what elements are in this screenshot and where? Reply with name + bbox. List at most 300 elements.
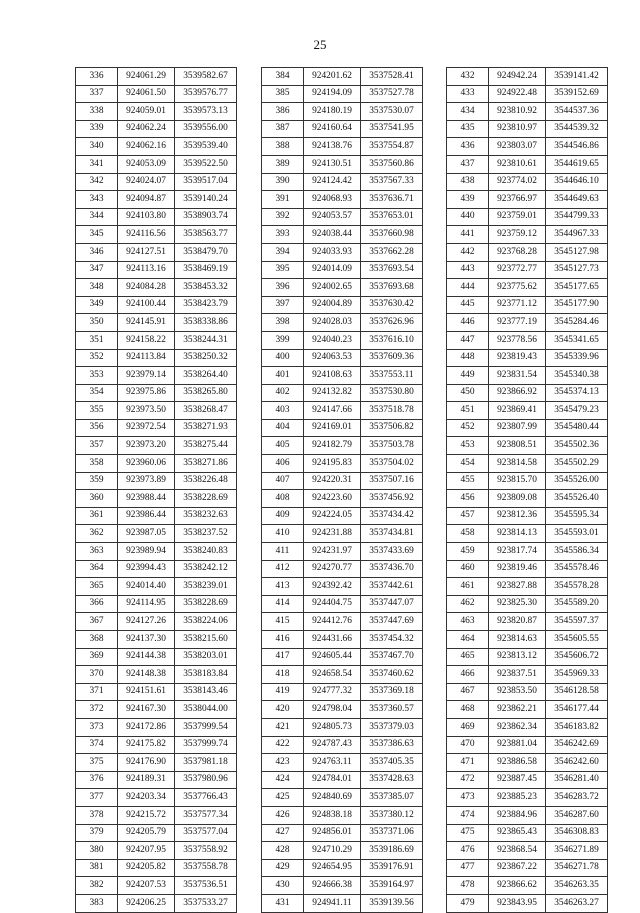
x-coordinate-cell: 924158.22 [118,331,175,349]
point-number-cell: 448 [447,349,489,367]
x-coordinate-cell: 924068.93 [304,191,361,209]
x-coordinate-cell: 923865.43 [489,824,546,842]
point-number-cell: 464 [447,631,489,649]
x-coordinate-cell: 923820.87 [489,613,546,631]
table-row [447,578,608,596]
x-coordinate-cell: 924127.26 [118,613,175,631]
x-coordinate-cell: 923812.36 [489,507,546,525]
x-coordinate-cell: 923887.45 [489,771,546,789]
x-coordinate-cell: 924215.72 [118,806,175,824]
table-row [262,842,423,860]
y-coordinate-cell: 3546308.83 [546,824,608,842]
table-row [447,859,608,877]
y-coordinate-cell: 3537369.18 [361,683,423,701]
point-number-cell: 428 [262,842,304,860]
table-row [76,85,237,103]
x-coordinate-cell: 923987.05 [118,525,175,543]
point-number-cell: 374 [76,736,118,754]
y-coordinate-cell: 3538271.93 [175,419,237,437]
point-number-cell: 414 [262,595,304,613]
point-number-cell: 348 [76,279,118,297]
point-number-cell: 366 [76,595,118,613]
point-number-cell: 426 [262,806,304,824]
y-coordinate-cell: 3538264.40 [175,367,237,385]
x-coordinate-cell: 924856.01 [304,824,361,842]
x-coordinate-cell: 924392.42 [304,578,361,596]
table-row [76,472,237,490]
point-number-cell: 438 [447,173,489,191]
point-number-cell: 402 [262,384,304,402]
table-row [262,367,423,385]
y-coordinate-cell: 3546183.82 [546,718,608,736]
table-row [76,349,237,367]
y-coordinate-cell: 3537385.07 [361,789,423,807]
table-row [447,138,608,156]
x-coordinate-cell: 923778.56 [489,331,546,349]
point-number-cell: 404 [262,419,304,437]
point-number-cell: 475 [447,824,489,842]
x-coordinate-cell: 924062.24 [118,120,175,138]
y-coordinate-cell: 3537662.28 [361,243,423,261]
x-coordinate-cell: 924053.57 [304,208,361,226]
table-row [76,331,237,349]
x-coordinate-cell: 924654.95 [304,859,361,877]
point-number-cell: 442 [447,243,489,261]
table-row [447,789,608,807]
point-number-cell: 367 [76,613,118,631]
point-number-cell: 378 [76,806,118,824]
point-number-cell: 421 [262,718,304,736]
y-coordinate-cell: 3538338.86 [175,314,237,332]
point-number-cell: 416 [262,631,304,649]
y-coordinate-cell: 3538265.80 [175,384,237,402]
y-coordinate-cell: 3544537.36 [546,103,608,121]
x-coordinate-cell: 924840.69 [304,789,361,807]
point-number-cell: 433 [447,85,489,103]
table-row [447,894,608,912]
x-coordinate-cell: 923881.04 [489,736,546,754]
point-number-cell: 357 [76,437,118,455]
x-coordinate-cell: 924195.83 [304,455,361,473]
x-coordinate-cell: 924130.51 [304,155,361,173]
table-row [447,666,608,684]
x-coordinate-cell: 923831.54 [489,367,546,385]
table-row [447,226,608,244]
point-number-cell: 392 [262,208,304,226]
x-coordinate-cell: 923853.50 [489,683,546,701]
point-number-cell: 358 [76,455,118,473]
table-row [447,85,608,103]
x-coordinate-cell: 923862.21 [489,701,546,719]
y-coordinate-cell: 3537626.96 [361,314,423,332]
y-coordinate-cell: 3537527.78 [361,85,423,103]
x-coordinate-cell: 924167.30 [118,701,175,719]
table-row [262,226,423,244]
point-number-cell: 437 [447,155,489,173]
y-coordinate-cell: 3537636.71 [361,191,423,209]
table-row [447,384,608,402]
point-number-cell: 384 [262,68,304,86]
point-number-cell: 394 [262,243,304,261]
table-row [76,859,237,877]
point-number-cell: 350 [76,314,118,332]
table-row [262,824,423,842]
x-coordinate-cell: 923819.43 [489,349,546,367]
table-row [262,138,423,156]
table-row [76,595,237,613]
y-coordinate-cell: 3537999.74 [175,736,237,754]
y-coordinate-cell: 3538453.32 [175,279,237,297]
point-number-cell: 383 [76,894,118,912]
x-coordinate-cell: 923817.74 [489,543,546,561]
y-coordinate-cell: 3538232.63 [175,507,237,525]
x-coordinate-cell: 923774.02 [489,173,546,191]
y-coordinate-cell: 3545578.46 [546,560,608,578]
point-number-cell: 441 [447,226,489,244]
table-row [76,736,237,754]
table-row [76,402,237,420]
table-row [76,314,237,332]
y-coordinate-cell: 3537653.01 [361,208,423,226]
y-coordinate-cell: 3544967.33 [546,226,608,244]
y-coordinate-cell: 3538237.52 [175,525,237,543]
x-coordinate-cell: 923809.08 [489,490,546,508]
y-coordinate-cell: 3537447.69 [361,613,423,631]
point-number-cell: 340 [76,138,118,156]
point-number-cell: 356 [76,419,118,437]
y-coordinate-cell: 3537554.87 [361,138,423,156]
x-coordinate-cell: 923814.58 [489,455,546,473]
point-number-cell: 465 [447,648,489,666]
table-row [76,419,237,437]
point-number-cell: 389 [262,155,304,173]
point-number-cell: 447 [447,331,489,349]
y-coordinate-cell: 3546177.44 [546,701,608,719]
y-coordinate-cell: 3545340.38 [546,367,608,385]
point-number-cell: 451 [447,402,489,420]
table-row [262,103,423,121]
page-number: 25 [313,37,327,52]
y-coordinate-cell: 3539582.67 [175,68,237,86]
point-number-cell: 471 [447,754,489,772]
y-coordinate-cell: 3539176.91 [361,859,423,877]
table-row [447,191,608,209]
table-row [76,138,237,156]
y-coordinate-cell: 3537630.42 [361,296,423,314]
table-row [447,472,608,490]
table-row [76,296,237,314]
y-coordinate-cell: 3545177.90 [546,296,608,314]
point-number-cell: 380 [76,842,118,860]
y-coordinate-cell: 3546281.40 [546,771,608,789]
y-coordinate-cell: 3538224.06 [175,613,237,631]
y-coordinate-cell: 3537577.04 [175,824,237,842]
y-coordinate-cell: 3544539.32 [546,120,608,138]
x-coordinate-cell: 923810.92 [489,103,546,121]
point-number-cell: 456 [447,490,489,508]
x-coordinate-cell: 923972.54 [118,419,175,437]
point-number-cell: 439 [447,191,489,209]
x-coordinate-cell: 923843.95 [489,894,546,912]
point-number-cell: 410 [262,525,304,543]
y-coordinate-cell: 3538903.74 [175,208,237,226]
y-coordinate-cell: 3538250.32 [175,349,237,367]
y-coordinate-cell: 3538228.69 [175,490,237,508]
table-row [447,631,608,649]
y-coordinate-cell: 3537693.54 [361,261,423,279]
x-coordinate-cell: 924189.31 [118,771,175,789]
x-coordinate-cell: 923827.88 [489,578,546,596]
table-row [447,718,608,736]
x-coordinate-cell: 924942.24 [489,68,546,86]
x-coordinate-cell: 924270.77 [304,560,361,578]
y-coordinate-cell: 3537386.63 [361,736,423,754]
x-coordinate-cell: 923807.99 [489,419,546,437]
table-row [76,173,237,191]
x-coordinate-cell: 923815.70 [489,472,546,490]
table-row [76,894,237,912]
x-coordinate-cell: 924787.43 [304,736,361,754]
x-coordinate-cell: 924113.84 [118,349,175,367]
x-coordinate-cell: 924180.19 [304,103,361,121]
point-number-cell: 470 [447,736,489,754]
table-row [262,754,423,772]
point-number-cell: 473 [447,789,489,807]
table-row [447,595,608,613]
y-coordinate-cell: 3537981.18 [175,754,237,772]
table-row [76,367,237,385]
y-coordinate-cell: 3545127.98 [546,243,608,261]
point-number-cell: 444 [447,279,489,297]
y-coordinate-cell: 3537528.41 [361,68,423,86]
table-row [262,631,423,649]
point-number-cell: 341 [76,155,118,173]
point-number-cell: 431 [262,894,304,912]
point-number-cell: 345 [76,226,118,244]
table-row [262,331,423,349]
y-coordinate-cell: 3539186.69 [361,842,423,860]
point-number-cell: 449 [447,367,489,385]
point-number-cell: 405 [262,437,304,455]
table-row [447,560,608,578]
table-row [262,490,423,508]
point-number-cell: 429 [262,859,304,877]
point-number-cell: 346 [76,243,118,261]
y-coordinate-cell: 3537447.07 [361,595,423,613]
table-row [76,701,237,719]
point-number-cell: 393 [262,226,304,244]
table-row [262,543,423,561]
point-number-cell: 443 [447,261,489,279]
point-number-cell: 435 [447,120,489,138]
point-number-cell: 354 [76,384,118,402]
x-coordinate-cell: 924169.01 [304,419,361,437]
y-coordinate-cell: 3537558.92 [175,842,237,860]
x-coordinate-cell: 924053.09 [118,155,175,173]
y-coordinate-cell: 3537428.63 [361,771,423,789]
y-coordinate-cell: 3545606.72 [546,648,608,666]
table-row [262,771,423,789]
y-coordinate-cell: 3546271.89 [546,842,608,860]
y-coordinate-cell: 3537530.07 [361,103,423,121]
point-number-cell: 461 [447,578,489,596]
table-row [262,279,423,297]
y-coordinate-cell: 3539573.13 [175,103,237,121]
table-row [447,701,608,719]
point-number-cell: 351 [76,331,118,349]
y-coordinate-cell: 3545526.40 [546,490,608,508]
y-coordinate-cell: 3538469.19 [175,261,237,279]
y-coordinate-cell: 3538479.70 [175,243,237,261]
x-coordinate-cell: 924116.56 [118,226,175,244]
x-coordinate-cell: 924412.76 [304,613,361,631]
table-row [262,894,423,912]
x-coordinate-cell: 924666.38 [304,877,361,895]
point-number-cell: 370 [76,666,118,684]
x-coordinate-cell: 924605.44 [304,648,361,666]
table-row [76,226,237,244]
table-row [447,155,608,173]
table-row [262,648,423,666]
table-row [76,806,237,824]
y-coordinate-cell: 3537766.43 [175,789,237,807]
x-coordinate-cell: 924114.95 [118,595,175,613]
x-coordinate-cell: 924205.79 [118,824,175,842]
table-row [76,243,237,261]
y-coordinate-cell: 3538203.01 [175,648,237,666]
table-row [262,683,423,701]
y-coordinate-cell: 3537460.62 [361,666,423,684]
x-coordinate-cell: 924205.82 [118,859,175,877]
coordinate-table-left [75,67,237,913]
table-row [262,243,423,261]
point-number-cell: 375 [76,754,118,772]
table-row [262,560,423,578]
x-coordinate-cell: 923979.14 [118,367,175,385]
point-number-cell: 376 [76,771,118,789]
table-row [447,490,608,508]
y-coordinate-cell: 3546271.78 [546,859,608,877]
x-coordinate-cell: 924059.01 [118,103,175,121]
y-coordinate-cell: 3538275.44 [175,437,237,455]
table-row [76,208,237,226]
x-coordinate-cell: 924061.29 [118,68,175,86]
x-coordinate-cell: 923803.07 [489,138,546,156]
point-number-cell: 369 [76,648,118,666]
y-coordinate-cell: 3544799.33 [546,208,608,226]
table-row [76,771,237,789]
y-coordinate-cell: 3537434.81 [361,525,423,543]
point-number-cell: 407 [262,472,304,490]
x-coordinate-cell: 924132.82 [304,384,361,402]
x-coordinate-cell: 924784.01 [304,771,361,789]
point-number-cell: 452 [447,419,489,437]
x-coordinate-cell: 924014.09 [304,261,361,279]
table-row [447,120,608,138]
point-number-cell: 478 [447,877,489,895]
table-row [262,85,423,103]
point-number-cell: 479 [447,894,489,912]
y-coordinate-cell: 3537577.34 [175,806,237,824]
table-row [447,243,608,261]
x-coordinate-cell: 924763.11 [304,754,361,772]
point-number-cell: 371 [76,683,118,701]
y-coordinate-cell: 3537616.10 [361,331,423,349]
table-row [76,490,237,508]
y-coordinate-cell: 3539556.00 [175,120,237,138]
table-row [262,155,423,173]
x-coordinate-cell: 924172.86 [118,718,175,736]
table-row [262,578,423,596]
table-row [447,419,608,437]
x-coordinate-cell: 924431.66 [304,631,361,649]
y-coordinate-cell: 3539141.42 [546,68,608,86]
x-coordinate-cell: 924777.32 [304,683,361,701]
x-coordinate-cell: 924062.16 [118,138,175,156]
x-coordinate-cell: 923837.51 [489,666,546,684]
point-number-cell: 362 [76,525,118,543]
x-coordinate-cell: 924024.07 [118,173,175,191]
y-coordinate-cell: 3545284.46 [546,314,608,332]
x-coordinate-cell: 924144.38 [118,648,175,666]
table-row [447,543,608,561]
point-number-cell: 361 [76,507,118,525]
y-coordinate-cell: 3546263.35 [546,877,608,895]
point-number-cell: 355 [76,402,118,420]
table-row [447,349,608,367]
point-number-cell: 401 [262,367,304,385]
y-coordinate-cell: 3537380.12 [361,806,423,824]
y-coordinate-cell: 3546242.60 [546,754,608,772]
table-row [447,507,608,525]
table-row [76,525,237,543]
table-row [447,208,608,226]
point-number-cell: 382 [76,877,118,895]
point-number-cell: 349 [76,296,118,314]
y-coordinate-cell: 3537434.42 [361,507,423,525]
x-coordinate-cell: 924838.18 [304,806,361,824]
table-row [447,683,608,701]
x-coordinate-cell: 924175.82 [118,736,175,754]
y-coordinate-cell: 3538183.84 [175,666,237,684]
x-coordinate-cell: 924108.63 [304,367,361,385]
y-coordinate-cell: 3537660.98 [361,226,423,244]
x-coordinate-cell: 924922.48 [489,85,546,103]
y-coordinate-cell: 3539140.24 [175,191,237,209]
point-number-cell: 462 [447,595,489,613]
y-coordinate-cell: 3537456.92 [361,490,423,508]
table-row [76,683,237,701]
table-row [262,296,423,314]
y-coordinate-cell: 3546263.27 [546,894,608,912]
table-row [262,208,423,226]
point-number-cell: 336 [76,68,118,86]
x-coordinate-cell: 923994.43 [118,560,175,578]
y-coordinate-cell: 3546242.69 [546,736,608,754]
y-coordinate-cell: 3545605.55 [546,631,608,649]
point-number-cell: 415 [262,613,304,631]
point-number-cell: 399 [262,331,304,349]
point-number-cell: 424 [262,771,304,789]
point-number-cell: 419 [262,683,304,701]
table-row [76,191,237,209]
table-row [262,736,423,754]
y-coordinate-cell: 3537454.32 [361,631,423,649]
table-row [447,103,608,121]
y-coordinate-cell: 3538240.83 [175,543,237,561]
point-number-cell: 457 [447,507,489,525]
table-row [262,455,423,473]
